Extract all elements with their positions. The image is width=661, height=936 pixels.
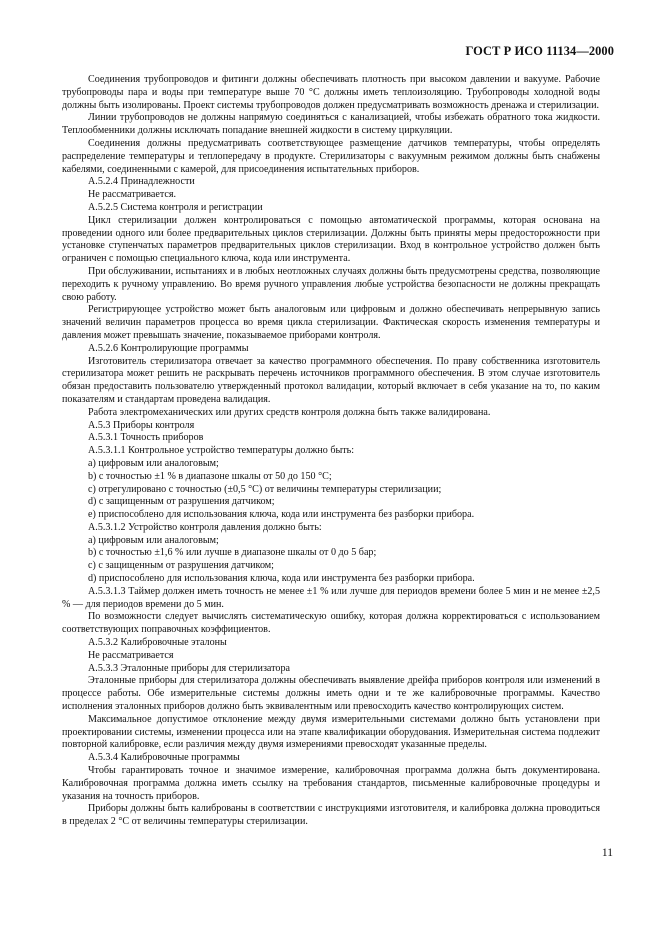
list-item: b) с точностью ±1 % в диапазоне шкалы от 50 до 150 °С; xyxy=(88,470,332,482)
section-heading: А.5.3.1.1 Контрольное устройство температуры должно быть: xyxy=(88,445,355,457)
paragraph: Регистрирующее устройство может быть аналоговым или цифровым и должно обеспечивать непрерывную запись значений величин параметров процесса во время цикла стерилизации. Фактическая скорость изменения температуры и давления может превышать значение, показываемое приборами контроля. xyxy=(62,304,600,341)
paragraph: При обслуживании, испытаниях и в любых неотложных случаях должны быть предусмотрены средства, позволяющие переходить к ручному управлению. Во время ручного управления любые устройства безопасности не должны прекращать свою работу. xyxy=(62,265,600,303)
paragraph: А.5.3.1.3 Таймер должен иметь точность не менее ±1 % или лучше для периодов времени более 5 мин и не менее ±2,5 % — для периодов времени до 5 мин. xyxy=(62,585,600,610)
section-heading: А.5.2.5 Система контроля и регистрации xyxy=(88,201,263,213)
paragraph: Чтобы гарантировать точное и значимое измерение, калибровочная программа должна быть документирована. Калибровочная программа должна иметь ссылку на требования стандартов, письменные калибровочные процедуры и указания на точность приборов. xyxy=(62,765,600,802)
section-heading: А.5.3.1 Точность приборов xyxy=(88,432,204,444)
section-heading: А.5.3.4 Калибровочные программы xyxy=(88,752,240,764)
paragraph: Соединения должны предусматривать соответствующее размещение датчиков температуры, чтобы определять распределение температуры и теплопередачу в продукте. Стерилизаторы с вакуумным режимом должны быть снабжены кабелями, соединенными с камерой, для присоединения испытательных приборов. xyxy=(62,137,600,175)
document-body xyxy=(62,74,600,829)
paragraph: Линии трубопроводов не должны напрямую соединяться с канализацией, чтобы избежать обратного тока жидкости. Теплообменники должны исключать попадание внешней жидкости в систему циркуляции. xyxy=(62,112,600,137)
paragraph: Максимальное допустимое отклонение между двумя измерительными системами должно быть установлени при проектировании системы, изменении процесса или на этапе квалификации оборудования. Измерительная система подлежит повторной калибровке, если различия между двумя измерениями превосходят указанные пределы. xyxy=(62,713,600,751)
paragraph: По возможности следует вычислять систематическую ошибку, которая должна корректироваться с использованием соответствующих поправочных коэффициентов. xyxy=(62,611,600,636)
section-heading: А.5.3.3 Эталонные приборы для стерилизатора xyxy=(88,662,291,674)
list-item: е) приспособлено для использования ключа, кода или инструмента без разборки прибора. xyxy=(88,509,475,521)
paragraph: Изготовитель стерилизатора отвечает за качество программного обеспечения. По праву собственника изготовитель стерилизатора может решить не раскрывать перечень источников программного обеспечения. В этом случае изготовитель обязан предоставить пользователю утвержденный протокол валидации, который включает в себя указание на то, по каким показателям и стандартам проведена валидация. xyxy=(62,355,600,405)
section-heading: А.5.3.1.2 Устройство контроля давления должно быть: xyxy=(88,521,322,533)
section-heading: А.5.3 Приборы контроля xyxy=(88,419,195,431)
section-heading: А.5.3.2 Калибровочные эталоны xyxy=(88,637,227,649)
list-item: d) приспособлено для использования ключа, кода или инструмента без разборки прибора. xyxy=(88,573,475,585)
paragraph: Приборы должны быть калиброваны в соответствии с инструкциями изготовителя, и калибровка должна проводиться в пределах 2 °С от величины температуры стерилизации. xyxy=(62,803,600,828)
paragraph: Цикл стерилизации должен контролироваться с помощью автоматической программы, которая основана на проведении одного или более предварительных циклов стерилизации. Должны быть приняты меры предосторожности при установке ступенчатых параметров предварительных циклов стерилизации. Вход в контрольное устройство должен быть ограничен с помощью специального ключа, кода или инструмента. xyxy=(62,214,600,265)
list-item: а) цифровым или аналоговым; xyxy=(88,534,219,546)
paragraph: Работа электромеханических или других средств контроля должна быть также валидирована. xyxy=(88,406,491,418)
list-item: а) цифровым или аналоговым; xyxy=(88,457,219,469)
paragraph: Не рассматривается xyxy=(88,649,174,661)
paragraph: Не рассматривается. xyxy=(88,189,177,201)
page-number: 11 xyxy=(601,847,613,859)
list-item: d) с защищенным от разрушения датчиком; xyxy=(88,496,275,508)
list-item: с) с защищенным от разрушения датчиком; xyxy=(88,560,274,572)
paragraph: Эталонные приборы для стерилизатора должны обеспечивать выявление дрейфа приборов контроля или изменений в процессе работы. Обе измерительные системы должны иметь одни и те же калибровочные программы. Качество исполнения эталонных приборов должно быть эквивалентным или превосходить качество контролирующих систем. xyxy=(62,675,600,713)
list-item: с) отрегулировано с точностью (±0,5 °С) от величины температуры стерилизации; xyxy=(88,483,442,495)
list-item: b) с точностью ±1,6 % или лучше в диапазоне шкалы от 0 до 5 бар; xyxy=(88,547,377,559)
section-heading: А.5.2.4 Принадлежности xyxy=(88,176,195,188)
section-heading: А.5.2.6 Контролирующие программы xyxy=(88,342,249,354)
standard-header: ГОСТ Р ИСО 11134—2000 xyxy=(465,44,614,58)
paragraph: Соединения трубопроводов и фитинги должны обеспечивать плотность при высоком давлении и вакууме. Рабочие трубопроводы пара и воды при температуре выше 70 °С должны иметь теплоизоляцию. Трубопроводы холодной воды должны быть изолированы. Проект системы трубопроводов должен предусматривать возможность дренажа и стерилизации. xyxy=(62,74,600,111)
